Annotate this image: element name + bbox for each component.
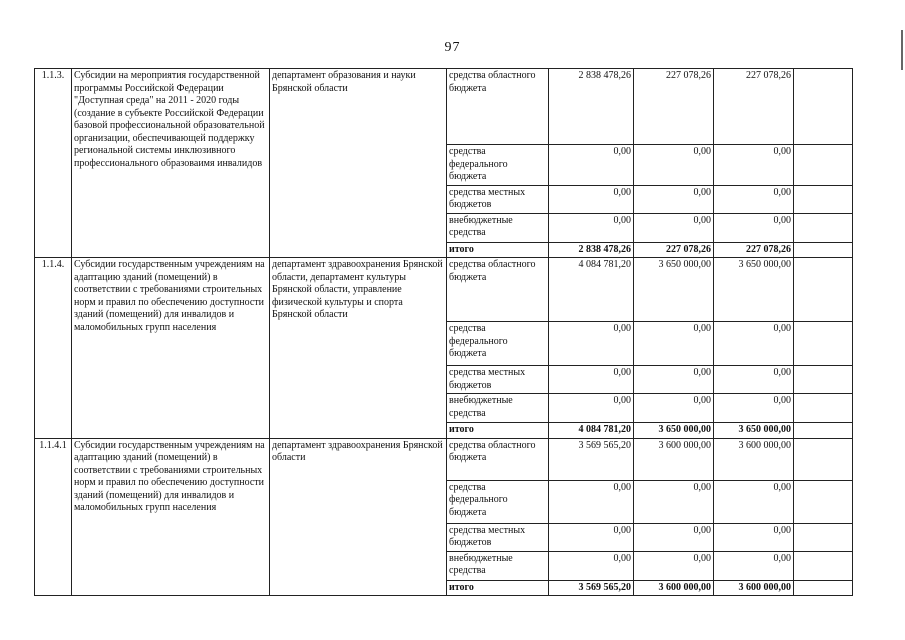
amount-2: 3 600 000,00 (634, 580, 714, 596)
amount-3: 3 600 000,00 (714, 438, 794, 480)
amount-1: 0,00 (549, 213, 634, 242)
item-name: Субсидии на мероприятия государственной программы Российской Федерации "Доступная среда" на 2011 - 2020 годы (создание в субъекте Российской Федерации базовой профессиональной образовательной организации, обеспечивающей поддержку региональной системы инклюзивного профессионального образоваимя инвалидов (72, 69, 270, 258)
amount-1: 3 569 565,20 (549, 580, 634, 596)
amount-1: 0,00 (549, 480, 634, 523)
empty-cell (794, 366, 853, 394)
amount-2: 0,00 (634, 145, 714, 186)
amount-2: 0,00 (634, 523, 714, 551)
amount-1: 0,00 (549, 551, 634, 580)
empty-cell (794, 394, 853, 423)
empty-cell (794, 580, 853, 596)
amount-3: 3 650 000,00 (714, 423, 794, 439)
empty-cell (794, 423, 853, 439)
empty-cell (794, 551, 853, 580)
amount-1: 0,00 (549, 185, 634, 213)
funding-source: средства областного бюджета (447, 438, 549, 480)
amount-1: 0,00 (549, 394, 634, 423)
amount-2: 0,00 (634, 366, 714, 394)
item-name: Субсидии государственным учреждениям на адаптацию зданий (помещений) в соответствии с требованиями строительных норм и правил по обеспечению доступности зданий (помещений) для инвалидов и маломобильных групп населения (72, 438, 270, 596)
funding-source: внебюджетные средства (447, 551, 549, 580)
funding-source: средства областного бюджета (447, 69, 549, 145)
item-code: 1.1.4.1 (35, 438, 72, 596)
amount-3: 0,00 (714, 366, 794, 394)
item-executor: департамент здравоохранения Брянской области (270, 438, 447, 596)
amount-1: 4 084 781,20 (549, 258, 634, 322)
funding-source: средства местных бюджетов (447, 185, 549, 213)
empty-cell (794, 523, 853, 551)
amount-1: 2 838 478,26 (549, 69, 634, 145)
item-executor: департамент образования и науки Брянской области (270, 69, 447, 258)
amount-3: 0,00 (714, 322, 794, 366)
amount-3: 3 600 000,00 (714, 580, 794, 596)
scan-edge-mark (901, 30, 903, 70)
item-executor: департамент здравоохранения Брянской области, департамент культуры Брянской области, управление физической культуры и спорта Брянской области (270, 258, 447, 439)
empty-cell (794, 322, 853, 366)
amount-1: 0,00 (549, 145, 634, 186)
table-row (35, 69, 853, 145)
amount-3: 227 078,26 (714, 69, 794, 145)
amount-1: 4 084 781,20 (549, 423, 634, 439)
amount-2: 3 600 000,00 (634, 438, 714, 480)
amount-3: 0,00 (714, 145, 794, 186)
budget-table (34, 68, 853, 596)
table-row (35, 258, 853, 322)
empty-cell (794, 480, 853, 523)
amount-3: 227 078,26 (714, 242, 794, 258)
amount-3: 0,00 (714, 523, 794, 551)
funding-source: средства федерального бюджета (447, 145, 549, 186)
amount-3: 3 650 000,00 (714, 258, 794, 322)
empty-cell (794, 213, 853, 242)
amount-2: 227 078,26 (634, 69, 714, 145)
item-code: 1.1.4. (35, 258, 72, 439)
funding-source: средства областного бюджета (447, 258, 549, 322)
empty-cell (794, 258, 853, 322)
amount-2: 227 078,26 (634, 242, 714, 258)
item-code: 1.1.3. (35, 69, 72, 258)
amount-3: 0,00 (714, 185, 794, 213)
amount-3: 0,00 (714, 213, 794, 242)
funding-source-total: итого (447, 580, 549, 596)
empty-cell (794, 242, 853, 258)
funding-source: средства федерального бюджета (447, 480, 549, 523)
amount-3: 0,00 (714, 551, 794, 580)
empty-cell (794, 145, 853, 186)
empty-cell (794, 69, 853, 145)
funding-source: средства федерального бюджета (447, 322, 549, 366)
amount-2: 0,00 (634, 551, 714, 580)
amount-2: 3 650 000,00 (634, 423, 714, 439)
amount-2: 3 650 000,00 (634, 258, 714, 322)
funding-source: средства местных бюджетов (447, 366, 549, 394)
item-name: Субсидии государственным учреждениям на адаптацию зданий (помещений) в соответствии с требованиями строительных норм и правил по обеспечению доступности зданий (помещений) для инвалидов и маломобильных групп населения (72, 258, 270, 439)
amount-1: 0,00 (549, 523, 634, 551)
amount-1: 2 838 478,26 (549, 242, 634, 258)
amount-3: 0,00 (714, 480, 794, 523)
funding-source-total: итого (447, 423, 549, 439)
amount-3: 0,00 (714, 394, 794, 423)
empty-cell (794, 185, 853, 213)
funding-source: средства местных бюджетов (447, 523, 549, 551)
funding-source-total: итого (447, 242, 549, 258)
amount-2: 0,00 (634, 322, 714, 366)
amount-1: 3 569 565,20 (549, 438, 634, 480)
amount-2: 0,00 (634, 394, 714, 423)
amount-1: 0,00 (549, 322, 634, 366)
table-row (35, 438, 853, 480)
empty-cell (794, 438, 853, 480)
funding-source: внебюджетные средства (447, 213, 549, 242)
amount-2: 0,00 (634, 480, 714, 523)
amount-1: 0,00 (549, 366, 634, 394)
amount-2: 0,00 (634, 213, 714, 242)
funding-source: внебюджетные средства (447, 394, 549, 423)
amount-2: 0,00 (634, 185, 714, 213)
page-number: 97 (444, 40, 461, 55)
